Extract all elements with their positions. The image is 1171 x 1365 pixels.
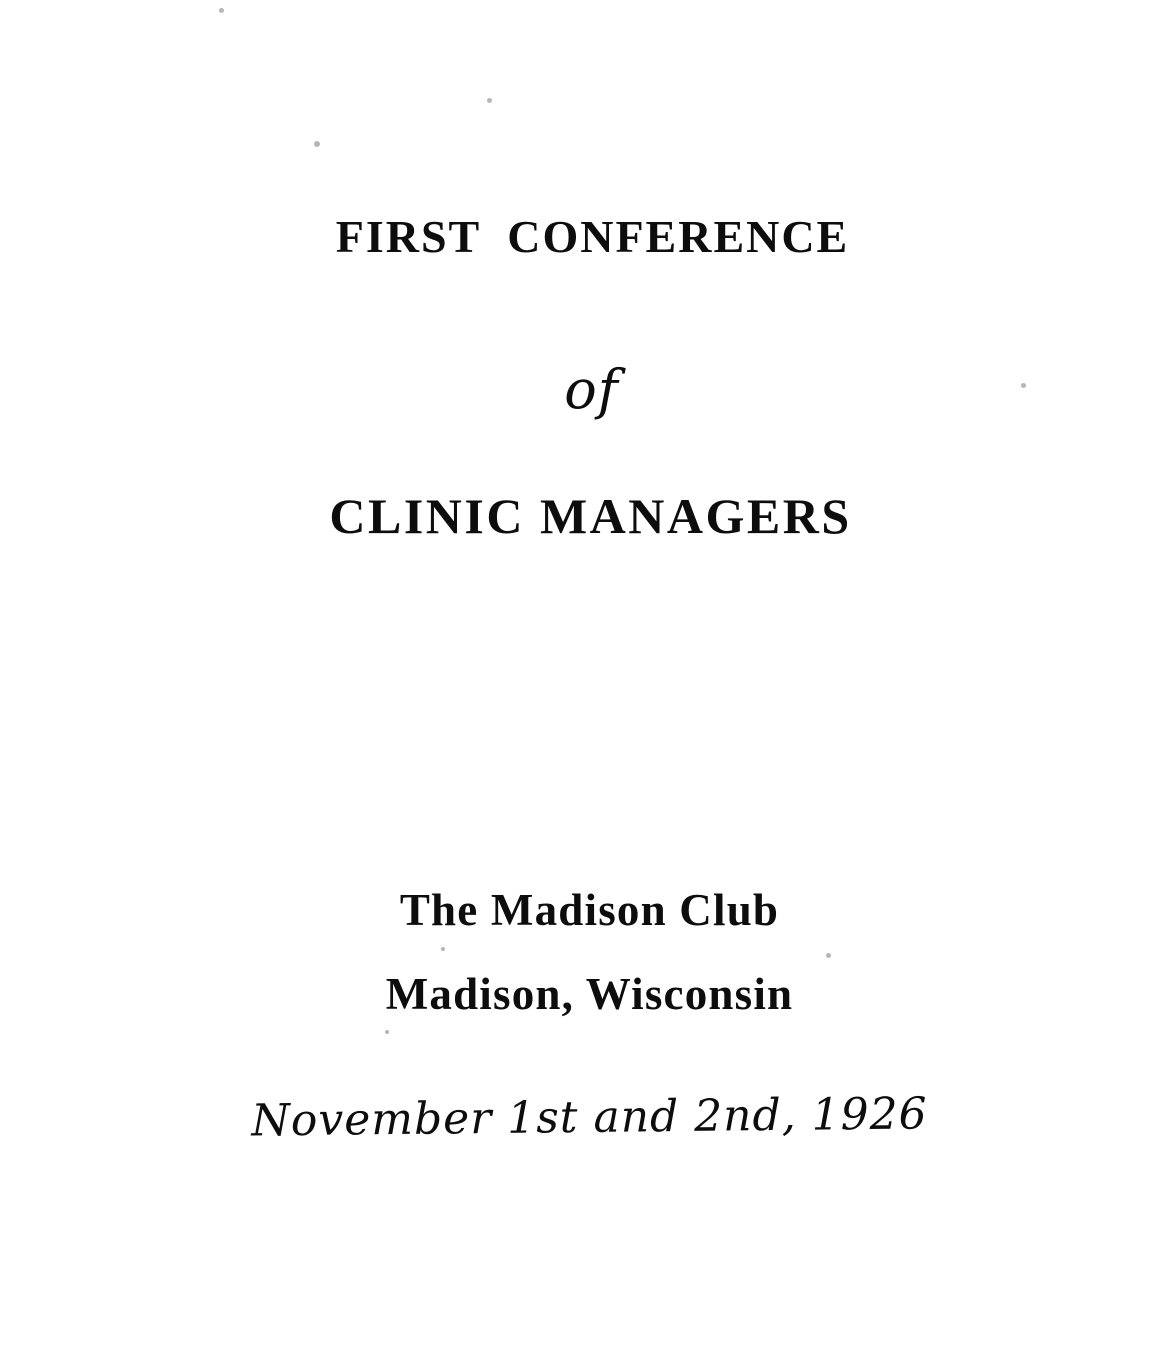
scan-speckle: [826, 953, 831, 958]
title-connector-of: of: [564, 358, 619, 421]
conference-title-line-1: [0, 196, 1171, 265]
venue-name: The Madison Club: [399, 885, 780, 935]
venue-city: Madison, Wisconsin: [385, 969, 794, 1019]
scan-speckle: [385, 1030, 389, 1034]
scan-speckle: [219, 8, 224, 13]
scan-speckle: [487, 98, 492, 103]
title-word-conference: conference: [507, 194, 850, 267]
conference-title-line-2: CLINIC MANAGERS: [329, 488, 852, 544]
conference-date: November 1st and 2nd, 1926: [251, 1088, 928, 1147]
title-word-first: first: [335, 194, 482, 267]
scan-speckle: [441, 947, 445, 951]
scan-speckle: [314, 141, 320, 147]
